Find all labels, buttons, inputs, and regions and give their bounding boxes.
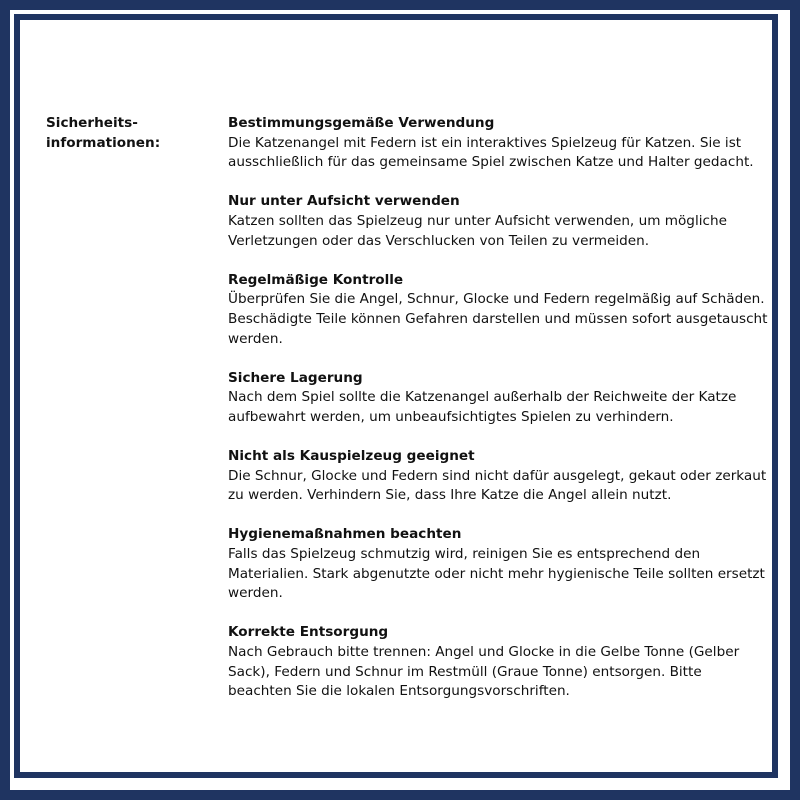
section-disposal [228,623,768,701]
section-body: Die Katzenangel mit Federn ist ein interaktives Spielzeug für Katzen. Sie ist ausschließlich für das gemeinsame Spiel zwischen Katze und Halter gedacht. [228,134,754,171]
section-body: Katzen sollten das Spielzeug nur unter Aufsicht verwenden, um mögliche Verletzungen oder das Verschlucken von Teilen zu vermeiden. [228,212,727,249]
section-title: Korrekte Entsorgung [228,624,389,641]
section-title: Sichere Lagerung [228,369,363,386]
section-title: Regelmäßige Kontrolle [228,271,404,288]
section-not-chew-toy [228,447,768,506]
section-body: Nach Gebrauch bitte trennen: Angel und Glocke in die Gelbe Tonne (Gelber Sack), Federn und Schnur im Restmüll (Graue Tonne) entsorgen. Bitte beachten Sie die lokalen Entsorgungsvorschriften. [228,644,740,700]
section-supervision [228,192,768,251]
section-safe-storage [228,369,768,428]
safety-sections [228,114,768,721]
section-title: Nur unter Aufsicht verwenden [228,193,460,210]
safety-label-line-2: informationen: [46,134,161,151]
section-title: Nicht als Kauspielzeug geeignet [228,448,475,465]
section-body: Falls das Spielzeug schmutzig wird, reinigen Sie es entsprechend den Materialien. Stark abgenutzte oder nicht mehr hygienische Teile sollten ersetzt werden. [228,546,765,602]
safety-label-line-1: Sicherheits- [46,115,138,131]
section-title: Bestimmungsgemäße Verwendung [228,115,495,131]
section-title: Hygienemaßnahmen beachten [228,526,462,543]
section-hygiene [228,525,768,603]
section-intended-use [228,114,768,173]
section-regular-check [228,271,768,349]
safety-label [46,114,216,153]
section-body: Nach dem Spiel sollte die Katzenangel außerhalb der Reichweite der Katze aufbewahrt werden, um unbeaufsichtigtes Spielen zu verhindern. [228,389,737,425]
section-body: Überprüfen Sie die Angel, Schnur, Glocke und Federn regelmäßig auf Schäden. Beschädigte Teile können Gefahren darstellen und müssen sofort ausgetauscht werden. [228,291,768,347]
section-body: Die Schnur, Glocke und Federn sind nicht dafür ausgelegt, gekaut oder zerkaut zu werden. Verhindern Sie, dass Ihre Katze die Angel allein nutzt. [228,467,767,504]
